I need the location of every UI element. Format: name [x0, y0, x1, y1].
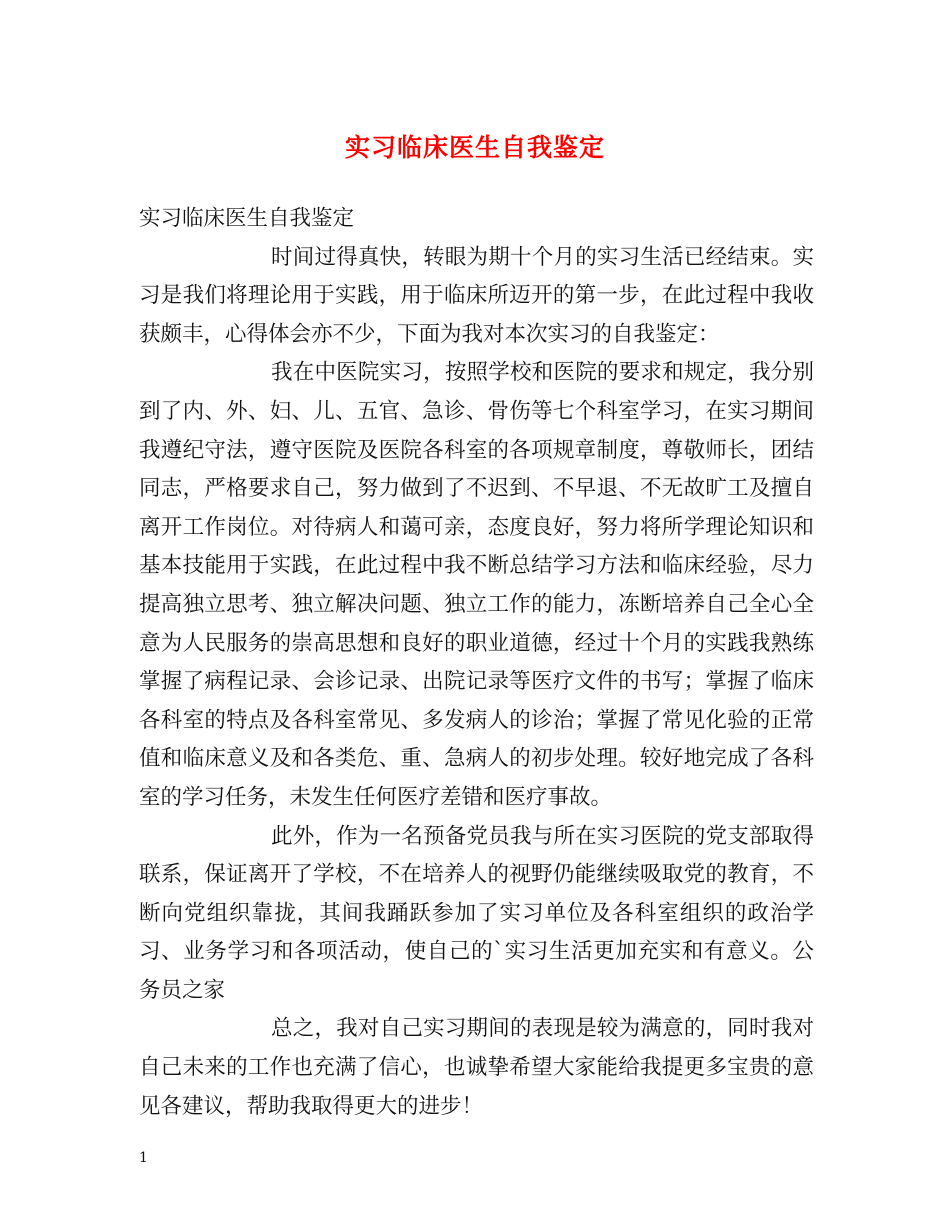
- document-body: [139, 200, 814, 1126]
- paragraph-2: 我在中医院实习，按照学校和医院的要求和规定，我分别到了内、外、妇、儿、五官、急诊、骨伤等七个科室学习，在实习期间我遵纪守法，遵守医院及医院各科室的各项规章制度，尊敬师长，团结同志，严格要求自己，努力做到了不迟到、不早退、不无故旷工及擅自离开工作岗位。对待病人和蔼可亲，态度良好，努力将所学理论知识和基本技能用于实践，在此过程中我不断总结学习方法和临床经验，尽力提高独立思考、独立解决问题、独立工作的能力，冻断培养自己全心全意为人民服务的崇高思想和良好的职业道德，经过十个月的实践我熟练掌握了病程记录、会诊记录、出院记录等医疗文件的书写；掌握了临床各科室的特点及各科室常见、多发病人的诊治；掌握了常见化验的正常值和临床意义及和各类危、重、急病人的初步处理。较好地完成了各科室的学习任务，未发生任何医疗差错和医疗事故。: [139, 360, 814, 810]
- page-number: 1: [139, 1150, 148, 1166]
- paragraph-4: 总之，我对自己实习期间的表现是较为满意的，同时我对自己未来的工作也充满了信心，也诚挚希望大家能给我提更多宝贵的意见各建议，帮助我取得更大的进步！: [139, 1016, 814, 1119]
- paragraph-1: 时间过得真快，转眼为期十个月的实习生活已经结束。实习是我们将理论用于实践，用于临床所迈开的第一步，在此过程中我收获颇丰，心得体会亦不少，下面为我对本次实习的自我鉴定：: [139, 244, 814, 347]
- document-subtitle: 实习临床医生自我鉴定: [139, 206, 355, 231]
- paragraph-3: 此外，作为一名预备党员我与所在实习医院的党支部取得联系，保证离开了学校，不在培养人的视野仍能继续吸取党的教育，不断向党组织靠拢，其间我踊跃参加了实习单位及各科室组织的政治学习、业务学习和各项活动，使自己的`实习生活更加充实和有意义。公务员之家: [139, 823, 814, 1003]
- document-title: 实习临床医生自我鉴定: [344, 133, 605, 162]
